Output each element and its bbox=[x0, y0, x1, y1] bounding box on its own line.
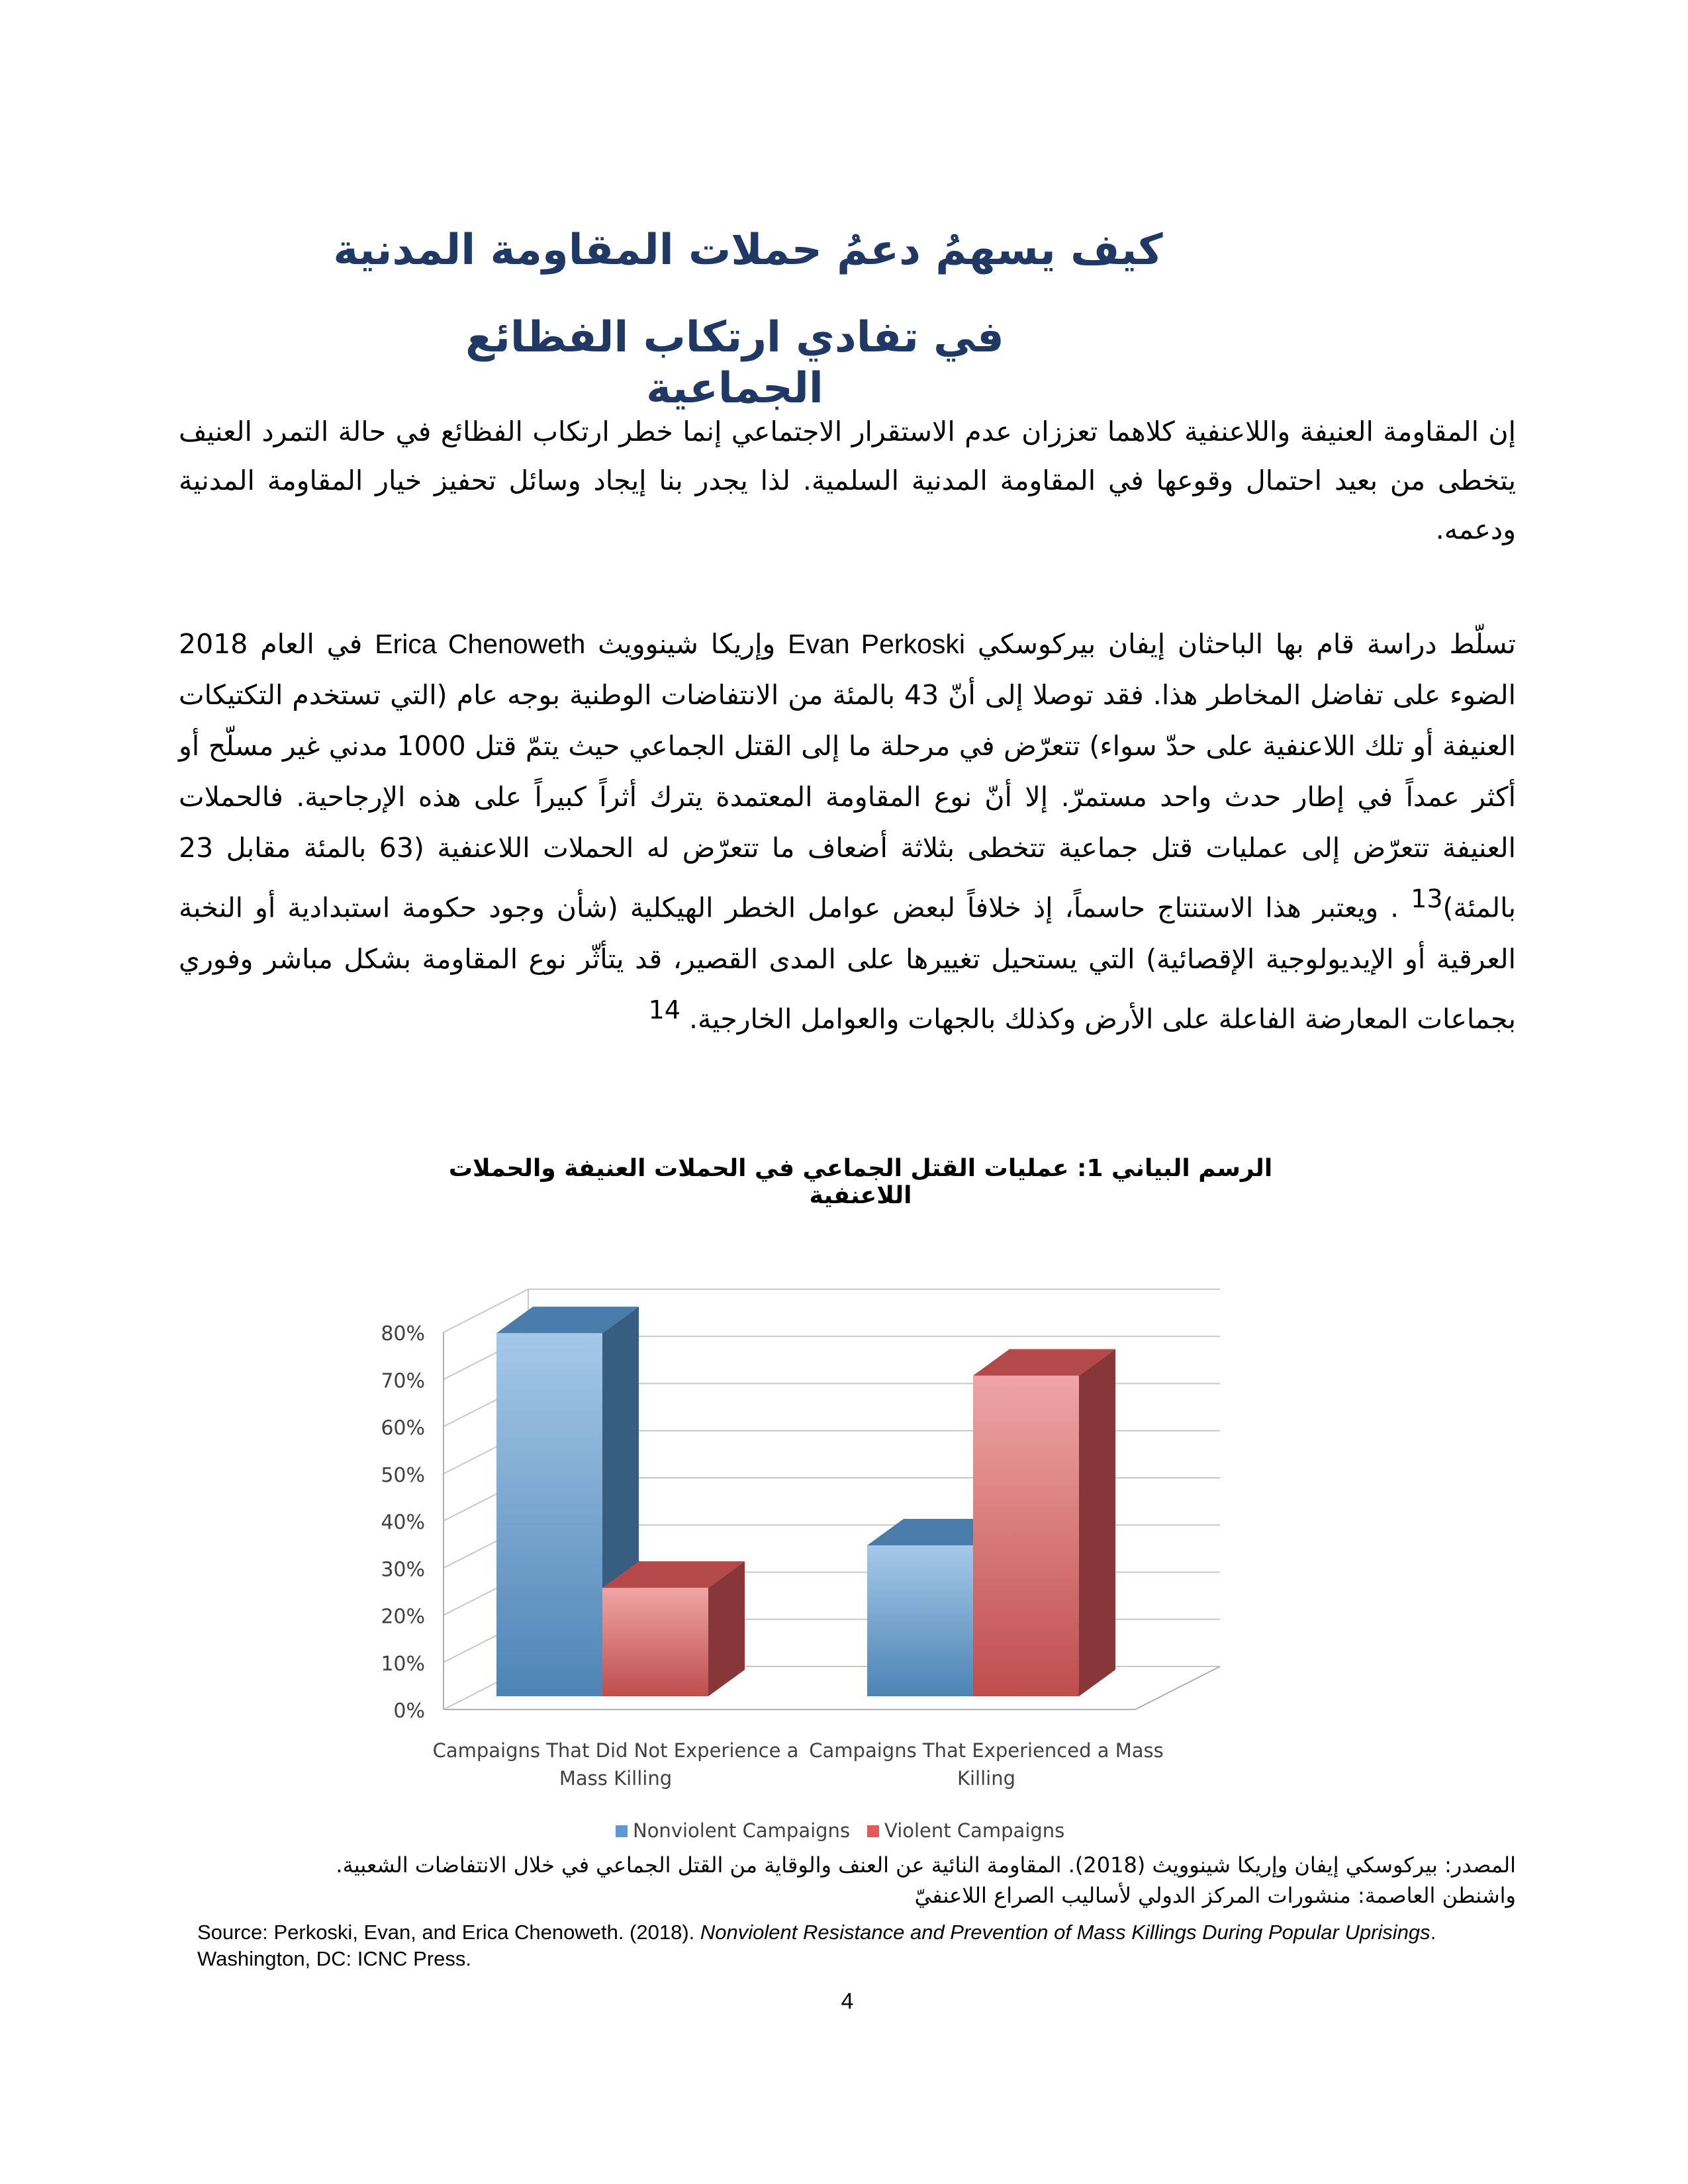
paragraph-2-part-3: في العام 2018 الضوء على تفاضل المخاطر هذا. فقد توصلا إلى أنّ 43 بالمئة من الانتفاضات الوطنية بوجه عام (التي تستخدم التكتيكات العنيفة أو تلك اللاعنفية على حدّ سواء) تتعرّض في مرحلة ما إلى القتل الجماعي حيث يتمّ قتل 1000 مدني غير مسلّح أو أكثر عمداً في إطار حدث واحد مستمرّ. إلا أنّ نوع المقاومة المعتمدة يترك أثراً كبيراً على هذه الإرجاحية. فالحملات العنيفة تتعرّض إلى عمليات قتل جماعية تتخطى بثلاثة أضعاف ما تتعرّض له الحملات اللاعنفية (63 بالمئة مقابل 23 بالمئة) bbox=[179, 628, 1517, 924]
y-tick-label: 50% bbox=[381, 1463, 425, 1487]
footnote-14[interactable]: 14 bbox=[648, 995, 680, 1024]
y-tick-label: 10% bbox=[381, 1652, 425, 1676]
bar-front-nonviolent bbox=[867, 1545, 973, 1696]
footnote-13[interactable]: 13 bbox=[1411, 884, 1443, 913]
chart-bars bbox=[496, 1306, 1115, 1696]
x-category-label: Campaigns That Did Not Experience a bbox=[432, 1739, 799, 1762]
source-english bbox=[197, 1919, 1455, 1972]
y-tick-label: 30% bbox=[381, 1558, 425, 1582]
author-name-1: Evan Perkoski bbox=[788, 629, 965, 659]
legend-swatch bbox=[616, 1825, 628, 1837]
chart-legend bbox=[616, 1819, 1064, 1842]
paragraph-2-part-4: . ويعتبر هذا الاستنتاج حاسماً، إذ خلافاً لبعض عوامل الخطر الهيكلية (شأن وجود حكومة استبدادية أو النخبة العرقية أو الإيديولوجية الإقصائية) التي يستحيل تغييرها على المدى القصير، قد يتأثّر نوع المقاومة بشكل مباشر وفوري بجماعات المعارضة الفاعلة على الأرض وكذلك بالجهات والعوامل الخارجية. bbox=[179, 891, 1516, 1035]
legend-swatch bbox=[867, 1825, 879, 1837]
source-arabic-line-2: واشنطن العاصمة: منشورات المركز الدولي لأساليب الصراع اللاعنفيّ bbox=[914, 1883, 1516, 1908]
source-english-title: Nonviolent Resistance and Prevention of Mass Killings During Popular Uprisings bbox=[700, 1921, 1430, 1944]
bar-chart bbox=[351, 1238, 1344, 1846]
paragraph-2-part-1: تسلّط دراسة قام بها الباحثان إيفان بيركوسكي bbox=[977, 628, 1516, 660]
bar-front-violent bbox=[973, 1376, 1079, 1697]
x-category-label: Killing bbox=[957, 1767, 1016, 1790]
y-tick-label: 40% bbox=[381, 1511, 425, 1534]
page-number: 4 bbox=[841, 1989, 854, 2014]
paragraph-2-part-2: وإريكا شينوويث bbox=[598, 628, 776, 660]
paragraph-2 bbox=[179, 619, 1516, 1044]
bar-front-violent bbox=[602, 1588, 708, 1696]
chart-y-ticks bbox=[381, 1322, 425, 1723]
y-tick-label: 0% bbox=[393, 1700, 425, 1723]
source-english-prefix: Source: Perkoski, Evan, and Erica Chenoweth. (2018). bbox=[197, 1921, 700, 1944]
x-category-label: Campaigns That Experienced a Mass bbox=[809, 1739, 1164, 1762]
x-category-label: Mass Killing bbox=[559, 1767, 673, 1790]
author-name-2: Erica Chenoweth bbox=[375, 629, 586, 659]
chart-x-labels bbox=[433, 1739, 1164, 1790]
title-line-1: كيف يسهمُ دعمُ حملات المقاومة المدنية bbox=[333, 226, 1163, 275]
bar-front-nonviolent bbox=[496, 1333, 602, 1696]
legend-label: Nonviolent Campaigns bbox=[633, 1819, 851, 1842]
y-tick-label: 60% bbox=[381, 1416, 425, 1440]
y-tick-label: 70% bbox=[381, 1369, 425, 1393]
title-line-2: في تفادي ارتكاب الفظائع الجماعية bbox=[465, 313, 1004, 413]
source-arabic bbox=[185, 1850, 1516, 1911]
legend-label: Violent Campaigns bbox=[884, 1819, 1065, 1842]
source-arabic-line-1: المصدر: بيركوسكي إيفان وإريكا شينوويث (2018). المقاومة النائية عن العنف والوقاية من القتل الجماعي في خلال الانتفاضات الشعبية. bbox=[336, 1852, 1516, 1878]
bar-side bbox=[1079, 1349, 1115, 1697]
floor-right bbox=[1135, 1666, 1220, 1709]
y-tick-label: 20% bbox=[381, 1605, 425, 1629]
y-tick-label: 80% bbox=[381, 1322, 425, 1345]
paragraph-1: إن المقاومة العنيفة واللاعنفية كلاهما تعززان عدم الاستقرار الاجتماعي إنما خطر ارتكاب الفظائع في حالة التمرد العنيف يتخطى من بعيد احتمال وقوعها في المقاومة المدنية السلمية. لذا يجدر بنا إيجاد وسائل تحفيز خيار المقاومة المدنية ودعمه. bbox=[179, 416, 1516, 545]
source-english-suffix: . Washington, DC: ICNC Press. bbox=[197, 1921, 1436, 1970]
chart-title: الرسم البياني 1: عمليات القتل الجماعي في الحملات العنيفة والحملات اللاعنفية bbox=[448, 1155, 1273, 1209]
